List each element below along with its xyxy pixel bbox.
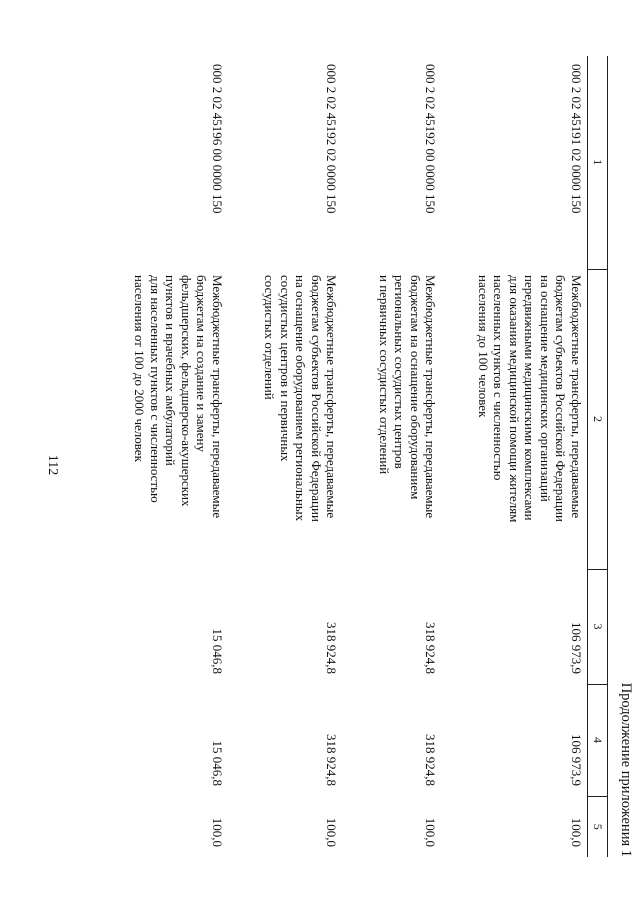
description-line: на оснащение оборудованием региональных bbox=[293, 275, 309, 522]
budget-code: 000 2 02 45191 02 0000 150 bbox=[569, 64, 584, 214]
description-line: населенных пунктов с численностью bbox=[491, 275, 507, 481]
rotated-table-page bbox=[60, 0, 640, 905]
description-line: Межбюджетные трансферты, передаваемые bbox=[210, 275, 225, 519]
description-line: и первичных сосудистых отделений bbox=[377, 275, 392, 475]
description-line: сосудистых центров и первичных bbox=[278, 275, 293, 462]
description-line: региональных сосудистых центров bbox=[392, 275, 408, 469]
column-header-1: 1 bbox=[588, 56, 608, 269]
description-line: бюджетам субъектов Российской Федерации bbox=[553, 275, 569, 522]
column-header-5: 5 bbox=[588, 796, 608, 857]
description-line: пунктов и врачебных амбулаторий bbox=[163, 275, 179, 466]
row-description bbox=[442, 269, 588, 569]
execution-percent: 100,0 bbox=[423, 817, 439, 847]
execution-percent: 100,0 bbox=[324, 817, 340, 847]
description-line: сосудистых отделений bbox=[262, 275, 278, 400]
description-line: фельдшерских, фельдшерско-акушерских bbox=[179, 275, 194, 507]
description-line: Межбюджетные трансферты, передаваемые bbox=[423, 275, 439, 519]
budget-code: 000 2 02 45192 02 0000 150 bbox=[324, 64, 340, 214]
column-header-2: 2 bbox=[588, 269, 608, 569]
table-row bbox=[343, 56, 442, 857]
description-line: бюджетам на оснащение оборудованием bbox=[408, 275, 423, 500]
row-description bbox=[228, 269, 343, 569]
row-description bbox=[129, 269, 228, 569]
actual-amount: 318 924,8 bbox=[324, 734, 340, 786]
description-line: Межбюджетные трансферты, передаваемые bbox=[569, 275, 584, 519]
execution-percent: 100,0 bbox=[569, 817, 584, 847]
page-number: 112 bbox=[45, 454, 60, 476]
row-description bbox=[343, 269, 442, 569]
execution-percent: 100,0 bbox=[210, 817, 225, 847]
actual-amount: 318 924,8 bbox=[423, 734, 439, 786]
table-row bbox=[129, 56, 228, 857]
column-header-3: 3 bbox=[588, 569, 608, 684]
table-row bbox=[442, 56, 588, 857]
budget-code: 000 2 02 45196 00 0000 150 bbox=[210, 64, 225, 214]
description-line: Межбюджетные трансферты, передаваемые bbox=[324, 275, 340, 519]
description-line: бюджетам на создание и замену bbox=[194, 275, 210, 452]
description-line: для населенных пунктов с численностью bbox=[148, 275, 163, 503]
description-line: передвижными медицинскими комплексами bbox=[522, 275, 538, 521]
plan-amount: 318 924,8 bbox=[423, 622, 439, 674]
column-number-row bbox=[588, 56, 608, 857]
description-line: для оказания медицинской помощи жителям bbox=[507, 275, 522, 523]
budget-code: 000 2 02 45192 00 0000 150 bbox=[423, 64, 439, 214]
plan-amount: 106 973,9 bbox=[569, 622, 584, 674]
table-row bbox=[228, 56, 343, 857]
plan-amount: 318 924,8 bbox=[324, 622, 340, 674]
column-header-4: 4 bbox=[588, 684, 608, 796]
actual-amount: 106 973,9 bbox=[569, 734, 584, 786]
plan-amount: 15 046,8 bbox=[210, 628, 225, 674]
budget-table bbox=[129, 56, 608, 857]
description-line: на оснащение медицинских организаций bbox=[538, 275, 553, 502]
description-line: бюджетам субъектов Российской Федерации bbox=[309, 275, 324, 522]
description-line: населения от 100 до 2000 человек bbox=[132, 275, 148, 462]
appendix-caption: Продолжение приложения 1 bbox=[618, 682, 634, 857]
description-line: населения до 100 человек bbox=[476, 275, 491, 418]
actual-amount: 15 046,8 bbox=[210, 740, 225, 786]
